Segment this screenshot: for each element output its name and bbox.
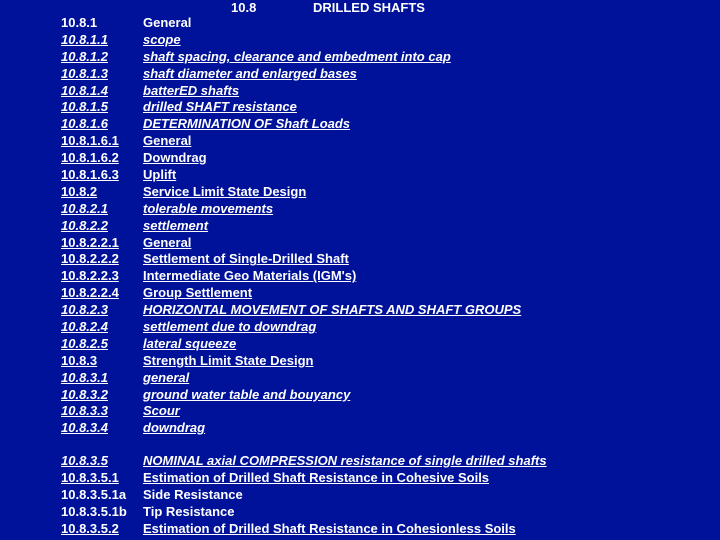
table-of-contents-continued bbox=[61, 453, 547, 537]
toc-entry-number: 10.8.1.6.1 bbox=[61, 133, 119, 149]
toc-entry[interactable] bbox=[61, 184, 521, 201]
toc-entry-title[interactable]: shaft diameter and enlarged bases bbox=[143, 65, 357, 81]
toc-entry[interactable] bbox=[61, 319, 521, 336]
section-heading-number: 10.8 bbox=[231, 0, 257, 15]
toc-entry[interactable] bbox=[61, 49, 521, 66]
toc-entry-number: 10.8.1 bbox=[61, 15, 98, 30]
toc-entry-title[interactable]: lateral squeeze bbox=[143, 335, 237, 351]
toc-entry[interactable] bbox=[61, 336, 521, 353]
toc-entry[interactable] bbox=[61, 99, 521, 116]
toc-entry-number: 10.8.2.5 bbox=[61, 335, 108, 351]
toc-entry-title[interactable]: Service Limit State Design bbox=[143, 183, 307, 199]
toc-entry-number: 10.8.1.6.2 bbox=[61, 150, 119, 166]
toc-entry-title[interactable]: settlement due to downdrag bbox=[143, 319, 317, 335]
toc-entry[interactable] bbox=[61, 133, 521, 150]
toc-entry-title[interactable]: general bbox=[143, 369, 190, 385]
toc-entry-title[interactable]: Settlement of Single-Drilled Shaft bbox=[143, 251, 349, 267]
toc-entry-number: 10.8.2.1 bbox=[61, 200, 108, 216]
section-heading bbox=[231, 0, 425, 16]
toc-entry[interactable] bbox=[61, 201, 521, 218]
toc-entry-number: 10.8.3.5.2 bbox=[61, 520, 119, 536]
toc-entry[interactable] bbox=[61, 116, 521, 133]
toc-entry[interactable] bbox=[61, 32, 521, 49]
toc-entry-title[interactable]: tolerable movements bbox=[143, 200, 274, 216]
toc-entry-title[interactable]: Group Settlement bbox=[143, 285, 253, 301]
toc-entry-number: 10.8.2.2.1 bbox=[61, 234, 119, 250]
toc-entry[interactable] bbox=[61, 403, 521, 420]
toc-entry-number: 10.8.1.6 bbox=[61, 116, 108, 132]
toc-entry-number: 10.8.2.2.3 bbox=[61, 268, 119, 284]
toc-entry-number: 10.8.1.3 bbox=[61, 65, 108, 81]
toc-entry-title[interactable]: drilled SHAFT resistance bbox=[143, 99, 297, 115]
toc-entry-title[interactable]: HORIZONTAL MOVEMENT OF SHAFTS AND SHAFT GROUPS bbox=[143, 302, 522, 318]
toc-entry-number: 10.8.2.4 bbox=[61, 319, 108, 335]
toc-entry-number: 10.8.2.2.2 bbox=[61, 251, 119, 267]
toc-entry-title[interactable]: Side Resistance bbox=[143, 486, 243, 502]
toc-entry-title[interactable]: Strength Limit State Design bbox=[143, 352, 314, 368]
toc-entry-number: 10.8.2.2.4 bbox=[61, 285, 119, 301]
toc-entry[interactable] bbox=[61, 268, 521, 285]
toc-entry-number: 10.8.3.1 bbox=[61, 369, 108, 385]
toc-entry-number: 10.8.3.5.1b bbox=[61, 503, 127, 519]
toc-entry-title[interactable]: Estimation of Drilled Shaft Resistance in Cohesionless Soils bbox=[143, 520, 516, 536]
toc-entry-title[interactable]: General bbox=[143, 234, 192, 250]
toc-entry[interactable] bbox=[61, 504, 547, 521]
toc-entry-number: 10.8.2.3 bbox=[61, 302, 108, 318]
toc-entry[interactable] bbox=[61, 66, 521, 83]
toc-entry-number: 10.8.3.5.1a bbox=[61, 486, 127, 502]
toc-entry[interactable] bbox=[61, 387, 521, 404]
toc-entry-number: 10.8.3 bbox=[61, 352, 98, 368]
toc-entry[interactable] bbox=[61, 487, 547, 504]
toc-entry-number: 10.8.3.5.1 bbox=[61, 469, 119, 485]
toc-entry-title[interactable]: Uplift bbox=[143, 167, 177, 183]
toc-entry-number: 10.8.3.4 bbox=[61, 420, 108, 436]
toc-entry[interactable] bbox=[61, 370, 521, 387]
toc-entry[interactable] bbox=[61, 251, 521, 268]
toc-entry-number: 10.8.1.1 bbox=[61, 31, 108, 47]
toc-entry-title[interactable]: scope bbox=[143, 31, 181, 47]
toc-entry-title[interactable]: settlement bbox=[143, 217, 209, 233]
toc-entry-title[interactable]: NOMINAL axial COMPRESSION resistance of single drilled shafts bbox=[143, 453, 547, 468]
toc-entry[interactable] bbox=[61, 150, 521, 167]
toc-entry-title[interactable]: Tip Resistance bbox=[143, 503, 235, 519]
section-heading-title: DRILLED SHAFTS bbox=[313, 0, 425, 15]
toc-entry-title[interactable]: downdrag bbox=[143, 420, 206, 436]
toc-entry[interactable] bbox=[61, 302, 521, 319]
toc-entry[interactable] bbox=[61, 521, 547, 538]
toc-entry-title[interactable]: Scour bbox=[143, 403, 180, 419]
toc-entry-title[interactable]: Downdrag bbox=[143, 150, 207, 166]
toc-entry[interactable] bbox=[61, 83, 521, 100]
toc-entry[interactable] bbox=[61, 235, 521, 252]
toc-entry[interactable] bbox=[61, 15, 521, 32]
toc-entry[interactable] bbox=[61, 167, 521, 184]
toc-entry-title[interactable]: ground water table and bouyancy bbox=[143, 386, 351, 402]
toc-entry-number: 10.8.3.3 bbox=[61, 403, 108, 419]
toc-entry[interactable] bbox=[61, 453, 547, 470]
toc-entry-number: 10.8.1.6.3 bbox=[61, 167, 119, 183]
toc-entry[interactable] bbox=[61, 353, 521, 370]
toc-entry[interactable] bbox=[61, 420, 521, 437]
toc-entry-title[interactable]: General bbox=[143, 15, 192, 30]
toc-entry-number: 10.8.3.5 bbox=[61, 453, 108, 468]
toc-entry-title[interactable]: shaft spacing, clearance and embedment into cap bbox=[143, 48, 451, 64]
toc-entry-title[interactable]: DETERMINATION OF Shaft Loads bbox=[143, 116, 351, 132]
toc-entry-title[interactable]: Estimation of Drilled Shaft Resistance in Cohesive Soils bbox=[143, 469, 490, 485]
toc-entry-number: 10.8.1.5 bbox=[61, 99, 108, 115]
toc-entry-number: 10.8.2.2 bbox=[61, 217, 108, 233]
toc-entry-number: 10.8.1.4 bbox=[61, 82, 108, 98]
toc-entry-title[interactable]: batterED shafts bbox=[143, 82, 240, 98]
table-of-contents bbox=[61, 15, 521, 437]
toc-entry[interactable] bbox=[61, 470, 547, 487]
toc-entry-title[interactable]: General bbox=[143, 133, 192, 149]
toc-entry-number: 10.8.1.2 bbox=[61, 48, 108, 64]
toc-entry-number: 10.8.2 bbox=[61, 183, 98, 199]
toc-entry-title[interactable]: Intermediate Geo Materials (IGM's) bbox=[143, 268, 357, 284]
toc-entry[interactable] bbox=[61, 285, 521, 302]
toc-entry[interactable] bbox=[61, 218, 521, 235]
toc-entry-number: 10.8.3.2 bbox=[61, 386, 108, 402]
